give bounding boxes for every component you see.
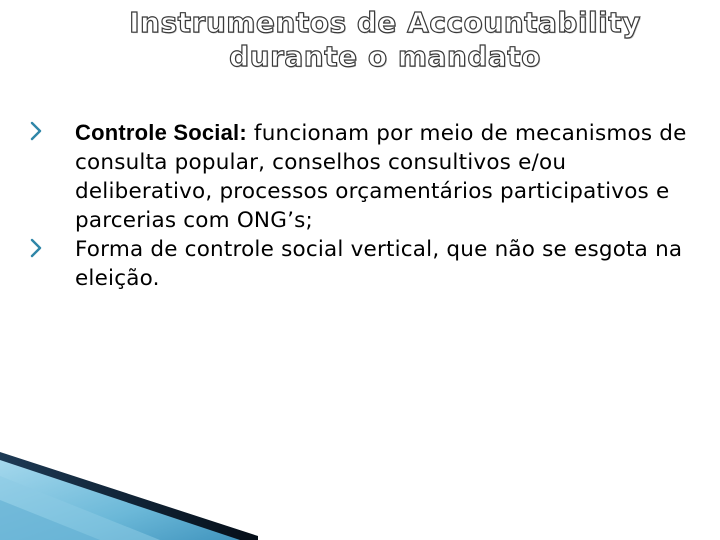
slide-title-line-2: durante o mandato	[229, 40, 541, 73]
bullet-list	[30, 118, 690, 293]
arrow-bullet-icon	[30, 237, 44, 259]
bullet-item-controle-social	[30, 118, 690, 235]
bullet-item-forma-controle	[30, 235, 690, 293]
corner-decoration	[0, 440, 260, 540]
bullet-text-forma-controle: Forma de controle social vertical, que não se esgota na eleição.	[75, 237, 683, 291]
bullet-term-controle-social: Controle Social:	[75, 120, 247, 145]
slide-title-line-1: Instrumentos de Accountability	[129, 6, 641, 39]
arrow-bullet-icon	[30, 120, 44, 142]
slide-title	[40, 6, 720, 74]
bullet-text-controle-social: funcionam por meio de mecanismos de consulta popular, conselhos consultivos e/ou deliberativo, processos orçamentários participativos e parcerias com ONG’s;	[75, 121, 687, 233]
